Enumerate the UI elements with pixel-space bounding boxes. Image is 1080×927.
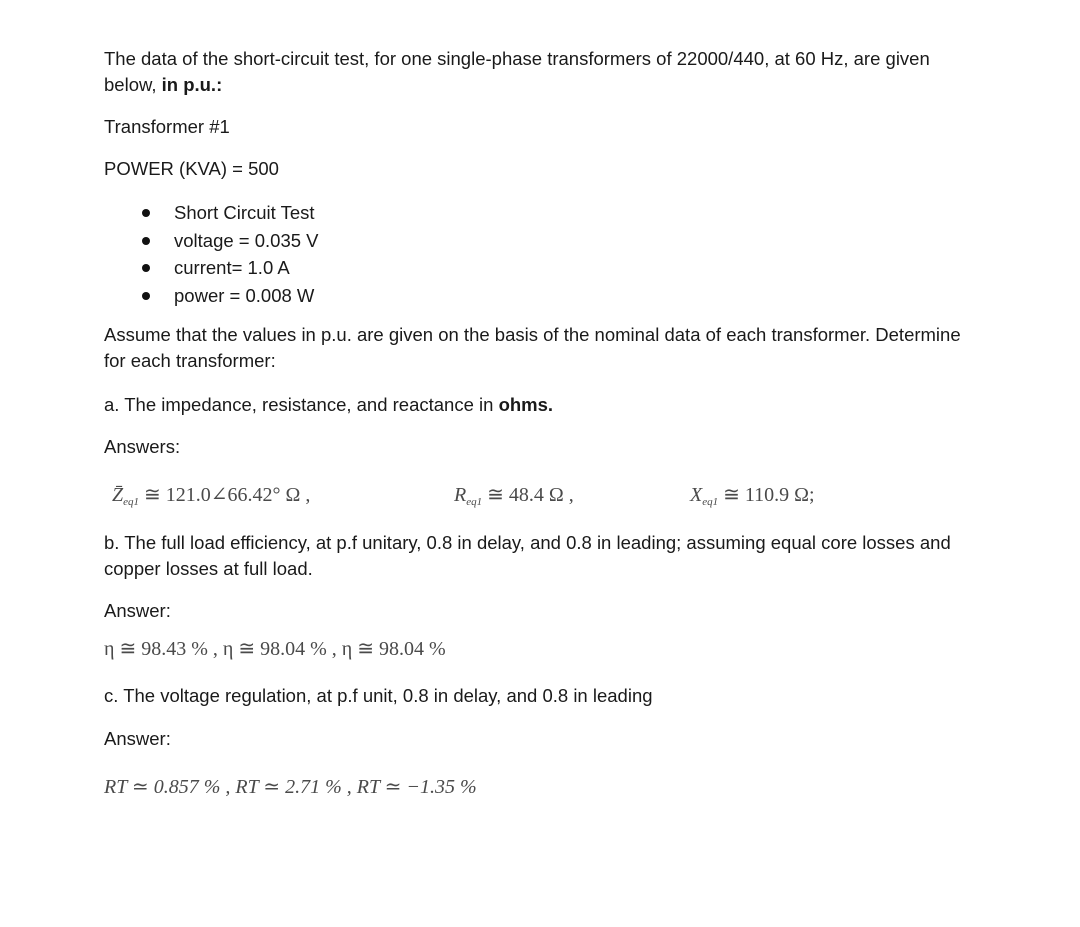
question-a bbox=[104, 392, 553, 418]
answer-c-equation: RT ≃ 0.857 % , RT ≃ 2.71 % , RT ≃ −1.35 % bbox=[104, 776, 477, 798]
answers-label-a: Answers: bbox=[104, 436, 181, 457]
bullet-icon bbox=[142, 264, 150, 272]
reactance-symbol: X bbox=[690, 484, 703, 506]
answer-label-c: Answer: bbox=[104, 728, 171, 749]
reactance-subscript: eq1 bbox=[702, 496, 719, 508]
answer-a-equations bbox=[112, 482, 972, 512]
list-item-text: Short Circuit Test bbox=[174, 202, 315, 223]
intro-text: The data of the short-circuit test, for one single-phase transformers of 22000/440, at 60 Hz, are given below, bbox=[104, 48, 930, 95]
list-item-text: current= 1.0 A bbox=[174, 257, 290, 278]
intro-bold: in p.u.: bbox=[161, 74, 223, 95]
transformer-label: Transformer #1 bbox=[104, 116, 230, 137]
answer-b-equation: η ≅ 98.43 % , η ≅ 98.04 % , η ≅ 98.04 % bbox=[104, 638, 446, 660]
power-line: POWER (KVA) = 500 bbox=[104, 158, 279, 179]
bullet-icon bbox=[142, 237, 150, 245]
question-a-text: a. The impedance, resistance, and reactance in bbox=[104, 394, 494, 415]
list-item-text: power = 0.008 W bbox=[174, 284, 315, 306]
impedance-subscript: eq1 bbox=[123, 496, 140, 508]
list-item bbox=[104, 254, 319, 282]
list-item bbox=[104, 199, 319, 227]
reactance-equation bbox=[690, 482, 815, 508]
resistance-value: ≅ 48.4 Ω , bbox=[487, 484, 574, 506]
question-a-bold: ohms. bbox=[498, 394, 554, 415]
assumption-paragraph: Assume that the values in p.u. are given on the basis of the nominal data of each transformer. Determine for each transformer: bbox=[104, 324, 961, 371]
bullet-icon bbox=[142, 292, 150, 300]
resistance-subscript: eq1 bbox=[466, 496, 483, 508]
question-b: b. The full load efficiency, at p.f unitary, 0.8 in delay, and 0.8 in leading; assuming equal core losses and copper losses at full load. bbox=[104, 532, 951, 579]
list-item bbox=[104, 282, 319, 310]
question-c: c. The voltage regulation, at p.f unit, 0.8 in delay, and 0.8 in leading bbox=[104, 685, 653, 706]
bullet-icon bbox=[142, 209, 150, 217]
answer-label-b: Answer: bbox=[104, 600, 171, 621]
list-item-text: voltage = 0.035 V bbox=[174, 229, 319, 251]
impedance-equation bbox=[112, 482, 310, 508]
resistance-symbol: R bbox=[454, 484, 467, 506]
impedance-value: ≅ 121.0∠66.42° Ω , bbox=[144, 484, 311, 506]
impedance-symbol: Z̄ bbox=[112, 484, 124, 506]
list-item bbox=[104, 227, 319, 255]
intro-paragraph bbox=[104, 46, 984, 98]
resistance-equation bbox=[454, 482, 574, 508]
test-data-list bbox=[104, 199, 319, 309]
reactance-value: ≅ 110.9 Ω; bbox=[723, 484, 815, 506]
